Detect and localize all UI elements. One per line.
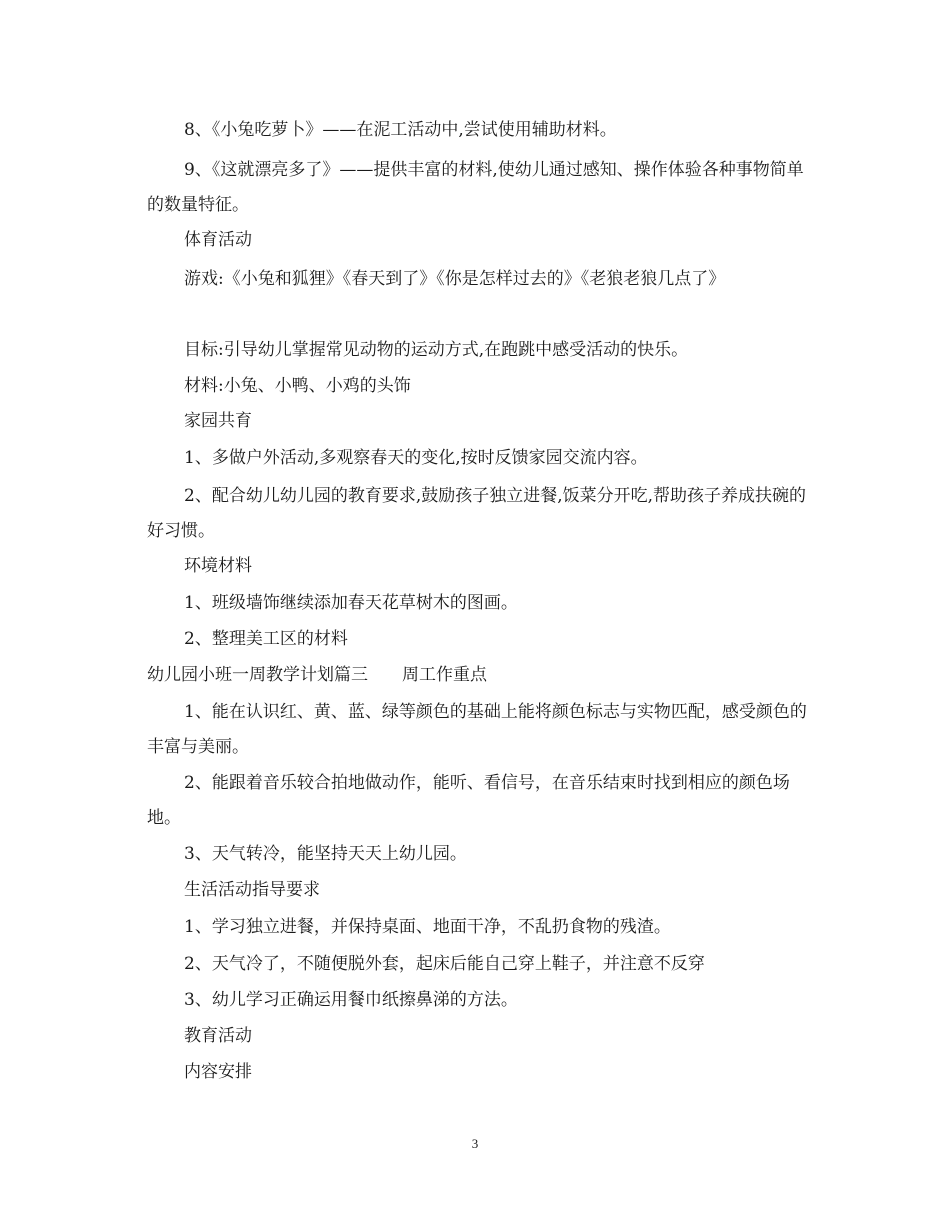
chapter-heading: 幼儿园小班一周教学计划篇三 周工作重点	[147, 665, 487, 685]
focus-item-2: 2、能跟着音乐较合拍地做动作，能听、看信号，在音乐结束时找到相应的颜色场地。	[147, 773, 790, 828]
section-heading-pe-activities: 体育活动	[184, 230, 252, 250]
list-item-9-much-prettier: 9、《这就漂亮多了》——提供丰富的材料,使幼儿通过感知、操作体验各种事物简单的数量特征。	[147, 160, 804, 215]
life-item-3: 3、幼儿学习正确运用餐巾纸擦鼻涕的方法。	[184, 990, 518, 1010]
page-number: 3	[471, 1136, 479, 1151]
list-item-8-rabbit-eats-radish: 8、《小兔吃萝卜》——在泥工活动中,尝试使用辅助材料。	[184, 120, 617, 140]
life-item-2: 2、天气冷了，不随便脱外套，起床后能自己穿上鞋子，并注意不反穿	[184, 954, 705, 974]
home-school-item-2: 2、配合幼儿幼儿园的教育要求,鼓励孩子独立进餐,饭菜分开吃,帮助孩子养成扶碗的好习惯。	[147, 486, 807, 541]
content-arrangement: 内容安排	[184, 1062, 252, 1082]
home-school-item-1: 1、多做户外活动,多观察春天的变化,按时反馈家园交流内容。	[184, 448, 648, 468]
goal-line: 目标:引导幼儿掌握常见动物的运动方式,在跑跳中感受活动的快乐。	[184, 340, 689, 360]
focus-item-1: 1、能在认识红、黄、蓝、绿等颜色的基础上能将颜色标志与实物匹配，感受颜色的丰富与美丽。	[147, 702, 807, 757]
section-heading-life-guidance: 生活活动指导要求	[184, 880, 320, 900]
section-heading-education: 教育活动	[184, 1026, 252, 1046]
section-heading-environment: 环境材料	[184, 556, 252, 576]
materials-line: 材料:小兔、小鸭、小鸡的头饰	[184, 376, 411, 396]
environment-item-2: 2、整理美工区的材料	[184, 629, 348, 649]
life-item-1: 1、学习独立进餐，并保持桌面、地面干净，不乱扔食物的残渣。	[184, 917, 671, 937]
games-line: 游戏:《小兔和狐狸》《春天到了》《你是怎样过去的》《老狼老狼几点了》	[184, 269, 726, 289]
section-heading-home-school: 家园共育	[184, 411, 252, 431]
focus-item-3: 3、天气转冷，能坚持天天上幼儿园。	[184, 844, 467, 864]
environment-item-1: 1、班级墙饰继续添加春天花草树木的图画。	[184, 593, 518, 613]
